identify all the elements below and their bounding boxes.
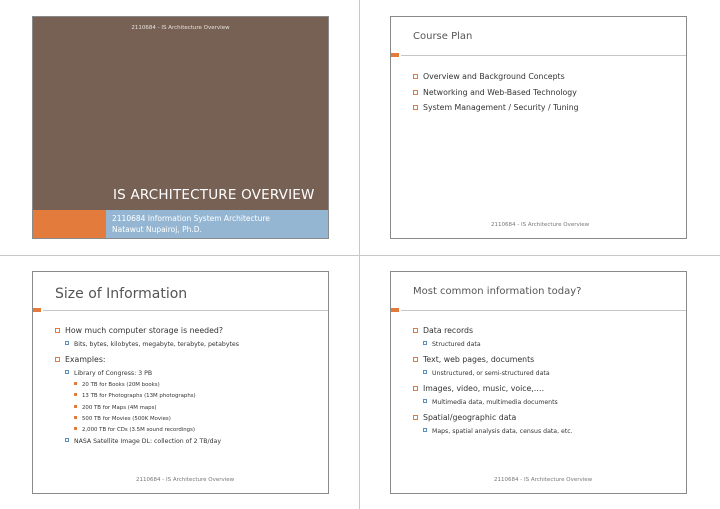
sub-item: Multimedia data, multimedia documents [423, 399, 558, 406]
sub-item: NASA Satellite Image DL: collection of 2 TB/day [65, 438, 221, 445]
sub-bullet-icon [423, 399, 427, 403]
horizontal-divider [0, 255, 720, 256]
orange-block [33, 210, 106, 238]
sub-bullet-icon [423, 341, 427, 345]
sub-item: Bits, bytes, kilobytes, megabyte, terabyte, petabytes [65, 341, 239, 348]
detail-item: 2,000 TB for CDs (3.5M sound recordings) [74, 427, 195, 433]
dot-icon [74, 405, 77, 408]
slide-common-information [390, 271, 687, 494]
title-rule [401, 310, 686, 311]
slide-title-text: Most common information today? [413, 286, 582, 297]
title-rule [401, 55, 686, 56]
sub-bullet-icon [65, 341, 69, 345]
list-item: Data records [413, 326, 473, 335]
title-rule [43, 310, 328, 311]
list-item: System Management / Security / Tuning [413, 103, 579, 112]
list-item: How much computer storage is needed? [55, 326, 223, 335]
sub-item: Library of Congress: 3 PB [65, 370, 152, 377]
bullet-icon [413, 357, 418, 362]
slide-title [32, 16, 329, 239]
detail-item: 200 TB for Maps (4M maps) [74, 405, 157, 411]
title-background [33, 17, 328, 210]
detail-item: 20 TB for Books (20M books) [74, 382, 160, 388]
bullet-icon [55, 328, 60, 333]
slide-course-plan [390, 16, 687, 239]
bullet-icon [413, 386, 418, 391]
sub-item: Maps, spatial analysis data, census data, etc. [423, 428, 573, 435]
sub-bullet-icon [65, 438, 69, 442]
detail-item: 13 TB for Photographs (13M photographs) [74, 393, 196, 399]
list-item: Examples: [55, 355, 106, 364]
sub-bullet-icon [423, 370, 427, 374]
list-item: Spatial/geographic data [413, 413, 516, 422]
slide-footer: 2110684 - IS Architecture Overview [136, 477, 235, 483]
bullet-icon [413, 415, 418, 420]
list-item: Overview and Background Concepts [413, 72, 565, 81]
list-item: Text, web pages, documents [413, 355, 534, 364]
sub-item: Unstructured, or semi-structured data [423, 370, 550, 377]
slide-size-of-information [32, 271, 329, 494]
sub-bullet-icon [65, 370, 69, 374]
dot-icon [74, 427, 77, 430]
bullet-icon [55, 357, 60, 362]
list-item: Networking and Web-Based Technology [413, 88, 577, 97]
slide-header: 2110684 - IS Architecture Overview [131, 25, 230, 31]
slide-footer: 2110684 - IS Architecture Overview [494, 477, 593, 483]
sub-item: Structured data [423, 341, 481, 348]
dot-icon [74, 382, 77, 385]
bullet-icon [413, 328, 418, 333]
title-rule-accent [33, 308, 41, 312]
bullet-icon [413, 90, 418, 95]
course-name: 2110684 Information System Architecture [112, 214, 270, 223]
slide-title-text: Size of Information [55, 286, 188, 302]
list-item: Images, video, music, voice,…. [413, 384, 544, 393]
detail-item: 500 TB for Movies (500K Movies) [74, 416, 171, 422]
author-name: Natawut Nupairoj, Ph.D. [112, 225, 202, 234]
presentation-title: IS ARCHITECTURE OVERVIEW [113, 187, 315, 203]
bullet-icon [413, 105, 418, 110]
dot-icon [74, 416, 77, 419]
slide-title-text: Course Plan [413, 31, 473, 42]
dot-icon [74, 393, 77, 396]
sub-bullet-icon [423, 428, 427, 432]
title-rule-accent [391, 308, 399, 312]
bullet-icon [413, 74, 418, 79]
title-rule-accent [391, 53, 399, 57]
slide-footer: 2110684 - IS Architecture Overview [491, 222, 590, 228]
